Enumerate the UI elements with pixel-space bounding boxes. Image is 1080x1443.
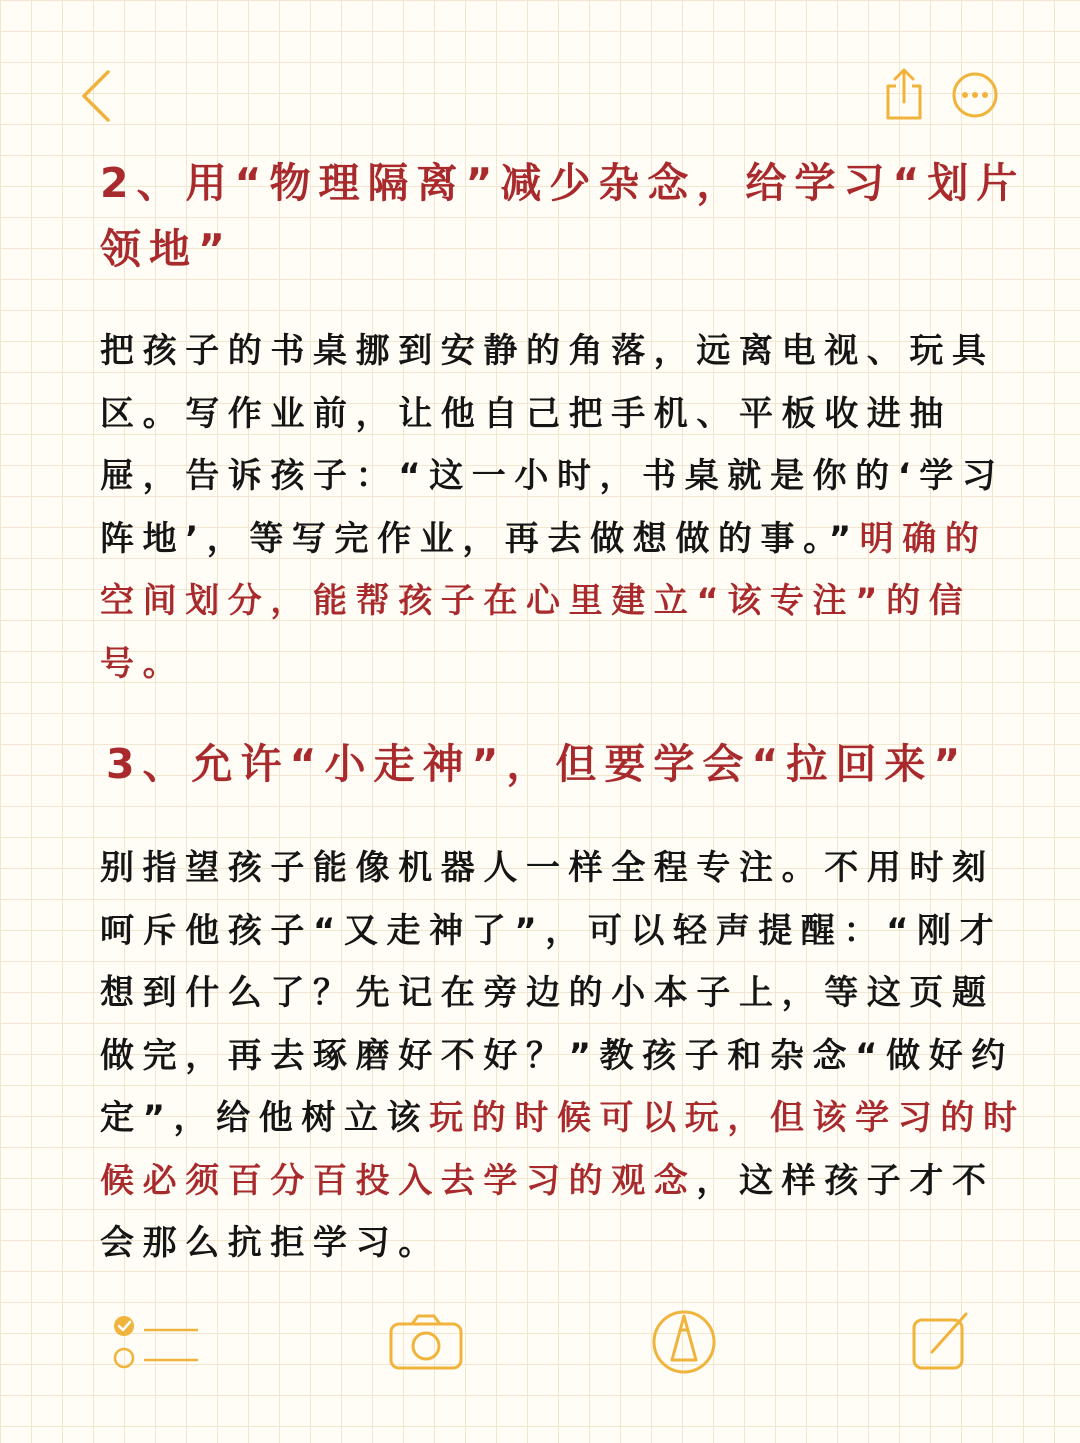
share-icon[interactable] bbox=[882, 66, 926, 122]
section-body-3 bbox=[100, 837, 1030, 1275]
section-heading-2: 2、用“物理隔离”减少杂念，给学习“划片领地” bbox=[100, 159, 1026, 273]
section-heading-3: 3、允许“小走神”，但要学会“拉回来” bbox=[106, 740, 969, 788]
checklist-icon[interactable] bbox=[112, 1312, 202, 1372]
chevron-left-icon[interactable] bbox=[78, 68, 118, 124]
ellipsis-circle-icon[interactable] bbox=[950, 70, 1000, 120]
body-text: 别指望孩子能像机器人一样全程专注。不用时刻呵斥他孩子“又走神了”，可以轻声提醒：“刚才想到什么了？先记在旁边的小本子上，等这页题做完，再去琢磨好不好？”教孩子和杂念“做好约定”，给他树立该 bbox=[100, 848, 1014, 1138]
pen-markup-icon[interactable] bbox=[650, 1308, 718, 1376]
section-body-2 bbox=[100, 320, 1030, 695]
body-tail-text: ，这样孩子才不会那么抗拒学习。 bbox=[100, 1160, 995, 1263]
top-toolbar bbox=[0, 40, 1080, 150]
bottom-toolbar bbox=[0, 1300, 1080, 1380]
note-content[interactable] bbox=[100, 150, 1030, 1275]
highlight-text: 玩的时候可以玩，但该学习的时候必须百分百投入去学习的观念 bbox=[100, 1098, 1026, 1201]
highlight-text: 明确的空间划分，能帮孩子在心里建立“该专注”的信号。 bbox=[100, 518, 988, 684]
camera-icon[interactable] bbox=[388, 1312, 464, 1372]
body-text: 把孩子的书桌挪到安静的角落，远离电视、玩具区。写作业前，让他自己把手机、平板收进抽屉，告诉孩子：“这一小时，书桌就是你的‘学习阵地’，等写完作业，再去做想做的事。” bbox=[100, 331, 1005, 559]
compose-icon[interactable] bbox=[910, 1310, 970, 1372]
